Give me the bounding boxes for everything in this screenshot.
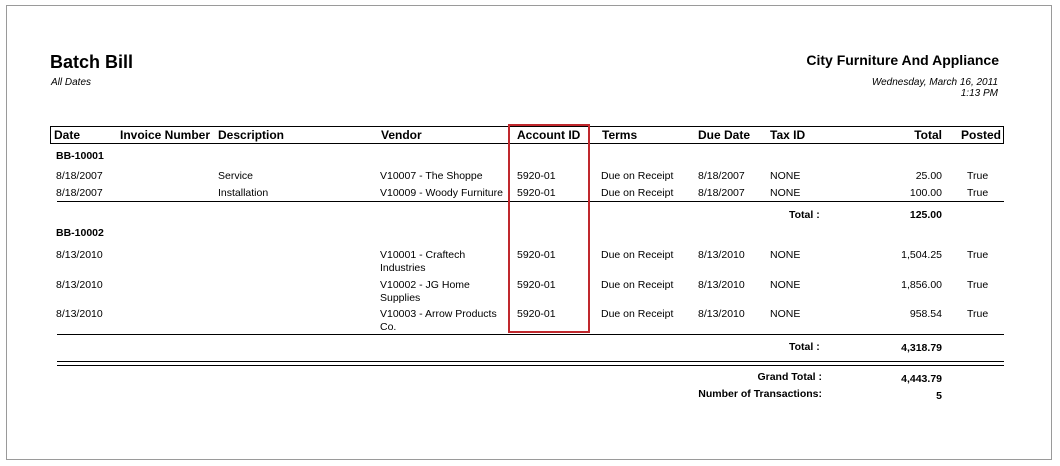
cell-terms: Due on Receipt: [601, 308, 674, 320]
column-header-due-date: Due Date: [698, 128, 751, 142]
column-header-total: Total: [914, 128, 942, 142]
cell-terms: Due on Receipt: [601, 279, 674, 291]
group-divider: [57, 334, 1004, 335]
cell-vendor: V10002 - JG Home Supplies: [380, 279, 470, 304]
cell-total: 25.00: [915, 170, 942, 182]
cell-due-date: 8/13/2010: [698, 279, 745, 291]
cell-posted: True: [967, 308, 989, 320]
cell-vendor: V10003 - Arrow Products Co.: [380, 308, 497, 333]
group-total-value: 125.00: [909, 209, 942, 221]
cell-due-date: 8/18/2007: [698, 170, 745, 182]
grand-total-value: 4,443.79: [901, 373, 942, 385]
grand-total-divider: [57, 361, 1004, 362]
cell-posted: True: [967, 187, 989, 199]
cell-due-date: 8/13/2010: [698, 249, 745, 261]
cell-date: 8/18/2007: [56, 170, 103, 182]
cell-account-id: 5920-01: [517, 249, 556, 261]
cell-vendor: V10009 - Woody Furniture: [380, 187, 503, 199]
cell-total: 100.00: [909, 187, 942, 199]
cell-tax-id: NONE: [770, 308, 801, 320]
cell-date: 8/13/2010: [56, 308, 103, 320]
account-id-highlight: [508, 124, 590, 333]
cell-posted: True: [967, 249, 989, 261]
cell-account-id: 5920-01: [517, 308, 556, 320]
report-time: 1:13 PM: [960, 88, 998, 99]
group-total-label: Total :: [789, 341, 820, 353]
cell-terms: Due on Receipt: [601, 249, 674, 261]
cell-terms: Due on Receipt: [601, 187, 674, 199]
column-header-posted: Posted: [961, 128, 1002, 142]
column-header-terms: Terms: [602, 128, 638, 142]
column-header-vendor: Vendor: [381, 128, 422, 142]
cell-terms: Due on Receipt: [601, 170, 674, 182]
cell-date: 8/13/2010: [56, 279, 103, 291]
group-total-value: 4,318.79: [901, 342, 942, 354]
company-name: City Furniture And Appliance: [806, 52, 999, 68]
cell-vendor: V10007 - The Shoppe: [380, 170, 483, 182]
transactions-count: 5: [936, 390, 942, 402]
cell-total: 1,504.25: [901, 249, 942, 261]
cell-date: 8/18/2007: [56, 187, 103, 199]
cell-description: Installation: [218, 187, 269, 199]
cell-tax-id: NONE: [770, 279, 801, 291]
cell-due-date: 8/13/2010: [698, 308, 745, 320]
cell-description: Service: [218, 170, 254, 182]
column-header-tax-id: Tax ID: [770, 128, 806, 142]
group-total-label: Total :: [789, 209, 820, 221]
report-subtitle: All Dates: [51, 77, 92, 88]
transactions-label: Number of Transactions:: [698, 388, 822, 400]
cell-posted: True: [967, 279, 989, 291]
cell-tax-id: NONE: [770, 187, 801, 199]
grand-total-divider: [57, 365, 1004, 366]
cell-tax-id: NONE: [770, 170, 801, 182]
cell-total: 1,856.00: [901, 279, 942, 291]
report-date: Wednesday, March 16, 2011: [871, 77, 998, 88]
cell-vendor: V10001 - Craftech Industries: [380, 249, 466, 274]
cell-account-id: 5920-01: [517, 170, 556, 182]
cell-date: 8/13/2010: [56, 249, 103, 261]
grand-total-label: Grand Total :: [757, 371, 822, 383]
cell-due-date: 8/18/2007: [698, 187, 745, 199]
cell-account-id: 5920-01: [517, 187, 556, 199]
column-header-date: Date: [54, 128, 81, 142]
cell-total: 958.54: [909, 308, 942, 320]
group-id: BB-10001: [56, 150, 104, 162]
column-header-account-id: Account ID: [517, 128, 581, 142]
cell-tax-id: NONE: [770, 249, 801, 261]
column-header-description: Description: [218, 128, 285, 142]
cell-posted: True: [967, 170, 989, 182]
column-header-invoice-number: Invoice Number: [120, 128, 211, 142]
report-title: Batch Bill: [50, 52, 134, 72]
cell-account-id: 5920-01: [517, 279, 556, 291]
group-id: BB-10002: [56, 227, 104, 239]
